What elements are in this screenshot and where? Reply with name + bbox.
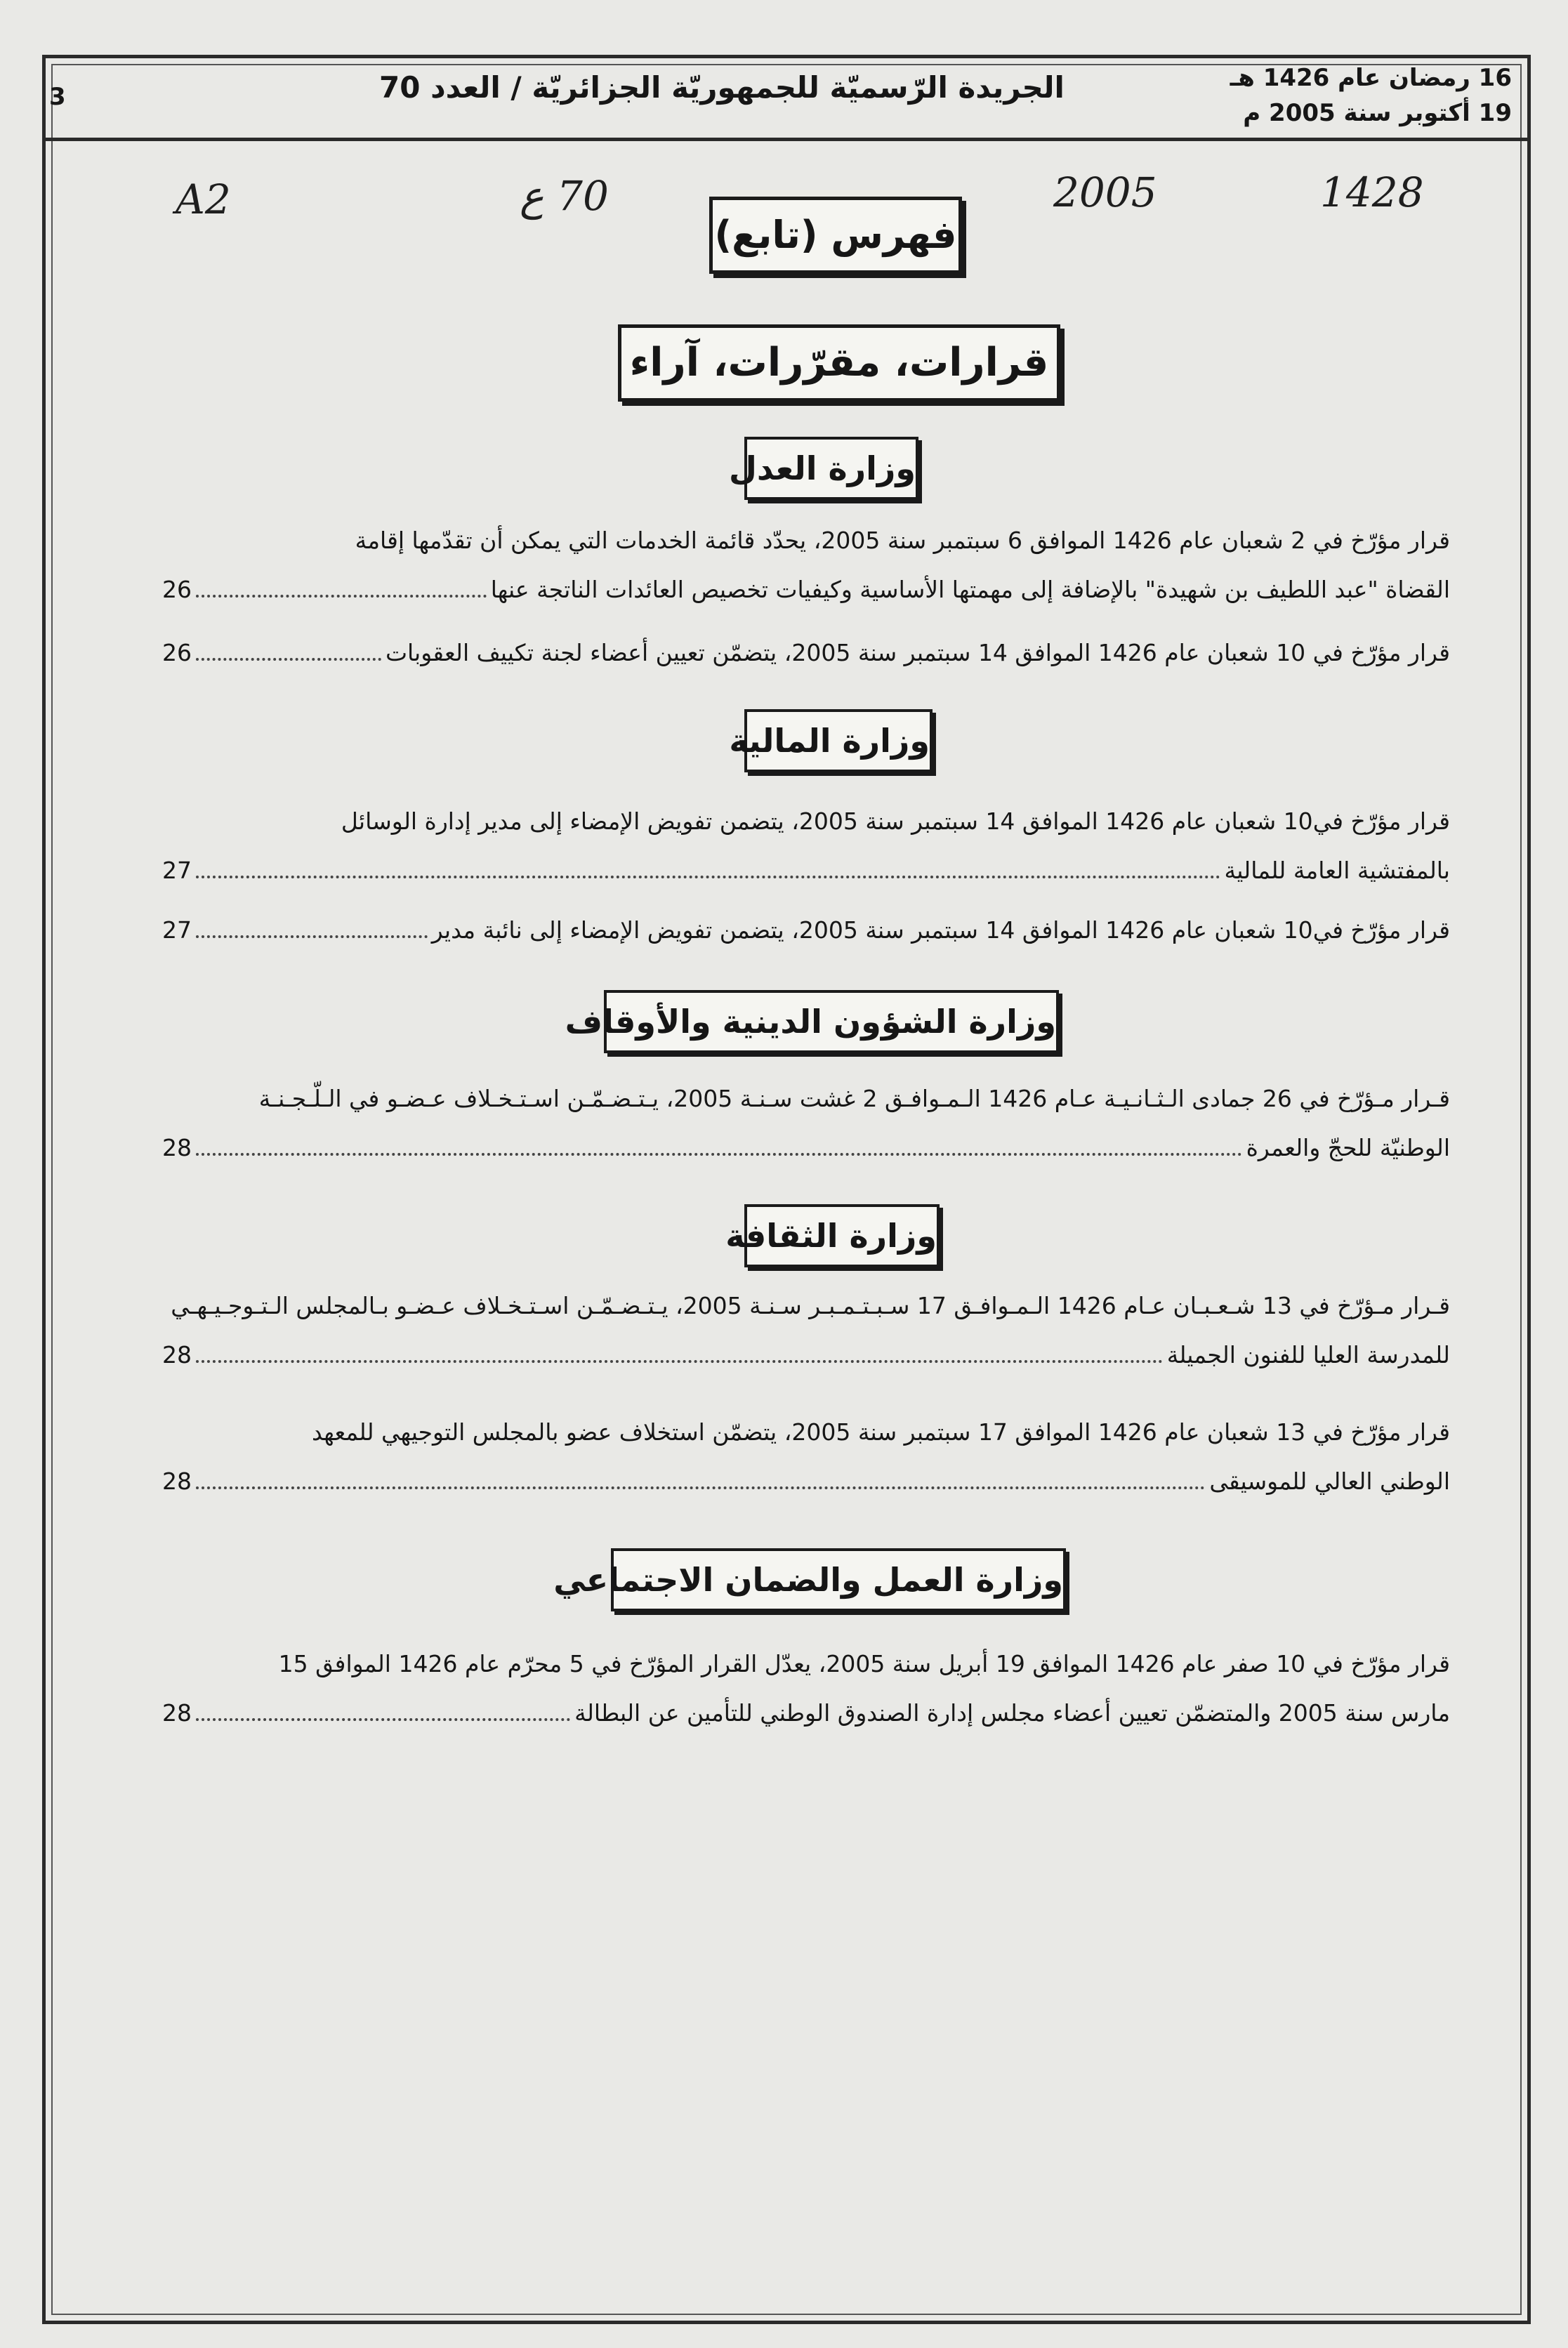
leader-dots	[196, 1704, 570, 1721]
leader-dots	[196, 644, 381, 661]
entry-line: قرار مؤرّخ في10 شعبان عام 1426 الموافق 14 سبتمبر سنة 2005، يتضمن تفويض الإمضاء إلى مدير إدارة الوسائل	[341, 807, 1450, 835]
entry-religious-1	[158, 1074, 1450, 1173]
handwritten-note-hijri: 1428	[1320, 169, 1424, 216]
hijri-date: 16 رمضان عام 1426 هـ	[1230, 64, 1512, 92]
entry-line-last: الوطنيّة للحجّ والعمرة	[1246, 1134, 1450, 1161]
entry-line-last: بالمفتشية العامة للمالية	[1224, 857, 1450, 884]
entry-line-last: قرار مؤرّخ في 10 شعبان عام 1426 الموافق 14 سبتمبر سنة 2005، يتضمّن تعيين أعضاء لجنة تكييف العقوبات	[385, 639, 1450, 666]
entry-page-number: 28	[162, 1341, 192, 1368]
entry-page-number: 28	[162, 1468, 192, 1495]
entry-labor-1	[158, 1640, 1450, 1738]
entry-culture-2	[158, 1408, 1450, 1506]
entry-line-last: القضاة "عبد اللطيف بن شهيدة" بالإضافة إلى مهمتها الأساسية وكيفيات تخصيص العائدات الناتجة عنها	[490, 576, 1450, 603]
section-title-labor: وزارة العمل والضمان الاجتماعي	[611, 1548, 1066, 1611]
entry-page-number: 27	[162, 857, 192, 884]
entry-justice-2	[158, 628, 1450, 678]
decisions-title: قرارات، مقرّرات، آراء	[618, 324, 1060, 402]
page-number: 3	[49, 83, 66, 111]
gregorian-date: 19 أكتوبر سنة 2005 م	[1243, 99, 1512, 127]
section-title-culture: وزارة الثقافة	[744, 1204, 940, 1267]
entry-line: قـرار مـؤرّخ في 13 شـعـبـان عـام 1426 الـمـوافـق 17 سـبـتـمـبـر سـنـة 2005، يـتـضـمّـن اسـتـخـلاف عـضـو بـالمجلس الـتـوجـيـهـي	[171, 1292, 1450, 1319]
header-dates	[1230, 60, 1512, 131]
entry-line: قـرار مـؤرّخ في 26 جمادى الـثـانـيـة عـام 1426 الـمـوافـق 2 غشت سـنـة 2005، يـتـضـمّـن اسـتـخـلاف عـضـو في الـلّـجـنـة	[258, 1085, 1450, 1112]
handwritten-note-year: 2005	[1053, 169, 1157, 216]
leader-dots	[196, 581, 487, 598]
entry-page-number: 27	[162, 916, 192, 944]
entry-justice-1	[158, 516, 1450, 614]
index-title: فهرس (تابع)	[709, 197, 962, 274]
entry-page-number: 26	[162, 576, 192, 603]
entry-line-last: الوطني العالي للموسيقى	[1209, 1468, 1450, 1495]
section-title-finance: وزارة المالية	[744, 709, 933, 772]
leader-dots	[196, 921, 428, 938]
entry-line: قرار مؤرّخ في 2 شعبان عام 1426 الموافق 6 سبتمبر سنة 2005، يحدّد قائمة الخدمات التي يمكن أن تقدّمها إقامة	[355, 527, 1450, 554]
journal-title: الجريدة الرّسميّة للجمهوريّة الجزائريّة / العدد 70	[379, 70, 1065, 105]
entry-page-number: 26	[162, 639, 192, 666]
entry-line-last: مارس سنة 2005 والمتضمّن تعيين أعضاء مجلس إدارة الصندوق الوطني للتأمين عن البطالة	[574, 1699, 1450, 1727]
entry-culture-1	[158, 1281, 1450, 1380]
page-header	[42, 55, 1527, 141]
leader-dots	[196, 1139, 1242, 1156]
section-title-justice: وزارة العدل	[744, 437, 918, 500]
section-title-religious-affairs: وزارة الشؤون الدينية والأوقاف	[604, 990, 1059, 1053]
leader-dots	[196, 1472, 1205, 1489]
entry-line-last: قرار مؤرّخ في10 شعبان عام 1426 الموافق 14 سبتمبر سنة 2005، يتضمن تفويض الإمضاء إلى نائبة مدير	[431, 916, 1450, 944]
handwritten-note-issue: 70 ع	[520, 172, 609, 220]
entry-line-last: للمدرسة العليا للفنون الجميلة	[1166, 1341, 1450, 1368]
leader-dots	[196, 1346, 1163, 1363]
handwritten-note-a2: A2	[176, 176, 231, 223]
entry-page-number: 28	[162, 1699, 192, 1727]
entry-finance-2	[158, 906, 1450, 955]
entry-page-number: 28	[162, 1134, 192, 1161]
entry-finance-1	[158, 797, 1450, 895]
entry-line: قرار مؤرّخ في 13 شعبان عام 1426 الموافق 17 سبتمبر سنة 2005، يتضمّن استخلاف عضو بالمجلس التوجيهي للمعهد	[311, 1418, 1450, 1446]
leader-dots	[196, 862, 1220, 878]
entry-line: قرار مؤرّخ في 10 صفر عام 1426 الموافق 19 أبريل سنة 2005، يعدّل القرار المؤرّخ في 5 محرّم عام 1426 الموافق 15	[278, 1650, 1450, 1677]
